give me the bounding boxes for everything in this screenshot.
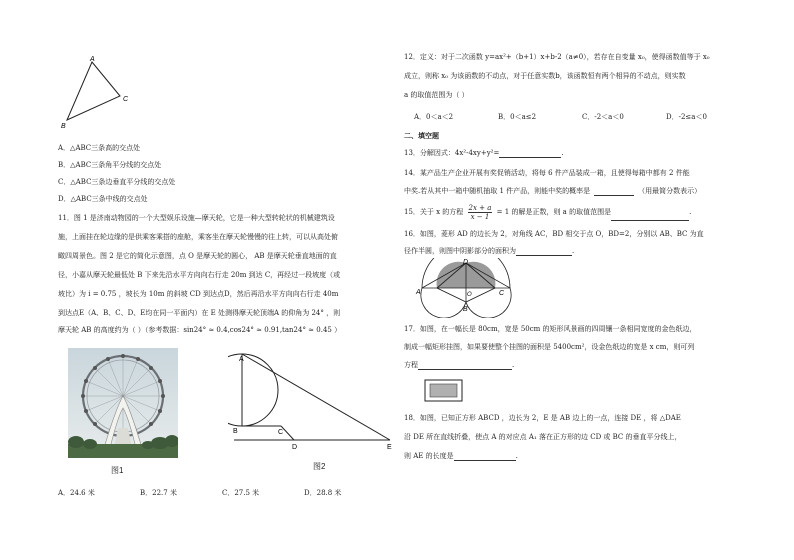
q11-option-c: C．27.5 米 (222, 489, 260, 497)
q12-line: 12．定义：对于二次函数 y=ax²+（b+1）x+b-2（a≠0），若存在自变量 x₀，使得函数值等于 x₀ (404, 53, 710, 61)
q18-line: 沿 DE 所在直线折叠，使点 A 的对应点 A₁ 落在正方形的边 CD 或 BC 的垂直平分线上， (404, 433, 682, 441)
q11-option-d: D．28.8 米 (304, 489, 342, 497)
q14-text: 中奖.若从其中一箱中随机抽取 1 件产品，则能中奖的概率是 (404, 187, 591, 195)
answer-blank (454, 452, 516, 461)
sight-line-ae (242, 354, 390, 440)
q12-option-d: D．-2≤a＜0 (666, 113, 707, 121)
q12-option-c: C．-2＜a＜0 (582, 113, 624, 121)
tri-label-a: A (90, 56, 95, 63)
q11-line: 11．图 1 是济南动物园的一个大型娱乐设施—摩天轮，它是一种大型转轮状的机械建筑设 (58, 214, 335, 222)
fig2-label-b: B (233, 428, 238, 435)
q10-option-d: D．△ABC三条中线的交点处 (58, 195, 148, 203)
q15: 15．关于 x 的方程 $\frac{2x + a}{x - 1}$ = 1 的解是正数，则 a 的取值范围是 . (404, 203, 692, 221)
ferris-wheel-photo (68, 348, 178, 458)
q17-line: 制成一幅矩形挂图，如果要使整个挂图的面积是 5400cm²，设金色纸边的宽是 x cm，则可列 (404, 343, 695, 351)
q16-line: 16．如图，菱形 AD 的边长为 2，对角线 AC，BD 相交于点 O，BD=2，分别以 AB、BC 为直 (404, 230, 704, 238)
q18-text: 则 AE 的长度是 (404, 452, 454, 460)
q15-numerator: 2x + a (468, 203, 492, 212)
q10-option-a: A．△ABC三条高的交点处 (58, 144, 141, 152)
q18-line-3: 则 AE 的长度是 . (404, 452, 518, 460)
q15-prefix: 15．关于 x 的方程 (404, 208, 464, 216)
q16-label-b: B (463, 306, 468, 313)
q16-label-d: D (463, 259, 469, 266)
wheel-circle (228, 354, 278, 426)
q15-denominator: x − 1 (470, 212, 490, 221)
answer-blank (611, 212, 689, 221)
answer-blank (418, 361, 512, 370)
q11-option-b: B．22.7 米 (140, 489, 177, 497)
q11-line: 坡比）为 i = 0.75 ，坡长为 10m 的斜坡 CD 到达点D，然后再沿水平方向向右行走 40m (58, 290, 339, 298)
q15-fraction (468, 204, 493, 221)
fig2-label-a: A (239, 356, 244, 363)
fig2-label-e: E (387, 444, 392, 451)
q11-line: 摩天轮 AB 的高度约为（ ）（参考数据：sin24° ≈ 0.4,cos24° ≈ 0.91,tan24° ≈ 0.45 ） (58, 326, 342, 334)
tri-label-c: C (123, 96, 129, 103)
q13-text: 13．分解因式：4x²-4xy+y²= (404, 149, 500, 157)
q17-line: 17．如图，在一幅长是 80cm，宽是 50cm 的矩形风景画的四周镶一条相同宽度的金色纸边， (404, 325, 697, 333)
q11-line: 施，上面挂在轮边缘的是供乘客乘搭的座舱，乘客坐在摩天轮慢慢的往上转，可以从高处俯 (58, 233, 338, 241)
answer-blank (499, 149, 561, 158)
framed-picture-icon (424, 379, 464, 403)
q18-line: 18．如图，已知正方形 ABCD ，边长为 2，E 是 AB 边上的一点，连接 DE ，将 △DAE (404, 414, 681, 422)
q14-line-2 (404, 186, 701, 196)
q10-option-b: B．△ABC三条角平分线的交点处 (58, 161, 162, 169)
fig1-caption: 图1 (111, 466, 124, 475)
q13: 13．分解因式：4x²-4xy+y²= . (404, 149, 564, 157)
q15-suffix: = 1 的解是正数，则 a 的取值范围是 (496, 208, 612, 216)
q12-option-b: B．0＜a≤2 (498, 113, 537, 121)
q11-line: 瞰四周景色。图 2 是它的简化示意图，点 O 是摩天轮的圆心， AB 是摩天轮垂直地面的直 (58, 252, 337, 260)
q16-text: 径作半圆，则图中阴影部分的面积为 (404, 247, 516, 255)
q16-label-c: C (499, 290, 505, 297)
answer-blank (594, 187, 634, 196)
q14-note: （用最简分数表示） (638, 187, 702, 195)
q17-line-3: 方程 . (404, 361, 515, 369)
tri-label-b: B (61, 123, 66, 130)
q12-line: a 的取值范围为（ ） (404, 91, 469, 99)
q11-option-a: A．24.6 米 (58, 489, 95, 497)
q17-text: 方程 (404, 361, 418, 369)
triangle-abc (67, 62, 120, 120)
section-title: 二、填空题 (404, 131, 439, 140)
q16-line-2: 径作半圆，则图中阴影部分的面积为 . (404, 247, 575, 255)
q14-line: 14．某产品生产企业开展有奖促销活动，将每 6 件产品装成一箱，且使得每箱中都有 2 件能 (404, 169, 690, 177)
q10-option-c: C．△ABC三条边垂直平分线的交点处 (58, 178, 176, 186)
answer-blank (516, 247, 572, 256)
fig2-label-d: D (292, 444, 298, 451)
rhombus-figure (414, 258, 514, 318)
fig2-caption: 图2 (313, 462, 326, 471)
q16-label-a: A (416, 289, 421, 296)
q11-line: 径，小嘉从摩天轮最低处 B 下来先沿水平方向向右行走 20m 到达 C，再经过一段坡度（或 (58, 271, 341, 279)
q16-label-o: O (467, 292, 472, 298)
q12-option-a: A．0＜a＜2 (414, 113, 454, 121)
ferris-wheel-diagram (228, 352, 398, 464)
fig2-label-c: C (278, 429, 284, 436)
triangle-figure (55, 52, 140, 130)
q11-line: 到达点E（A、B、C、D、E均在同一平面内）在 E 处测得摩天轮顶端A 的仰角为 24° ，则 (58, 309, 341, 317)
q12-line: 成立，则称 x₀ 为该函数的不动点，对于任意实数b，该函数恒有两个相异的不动点，则实数 (404, 72, 686, 80)
